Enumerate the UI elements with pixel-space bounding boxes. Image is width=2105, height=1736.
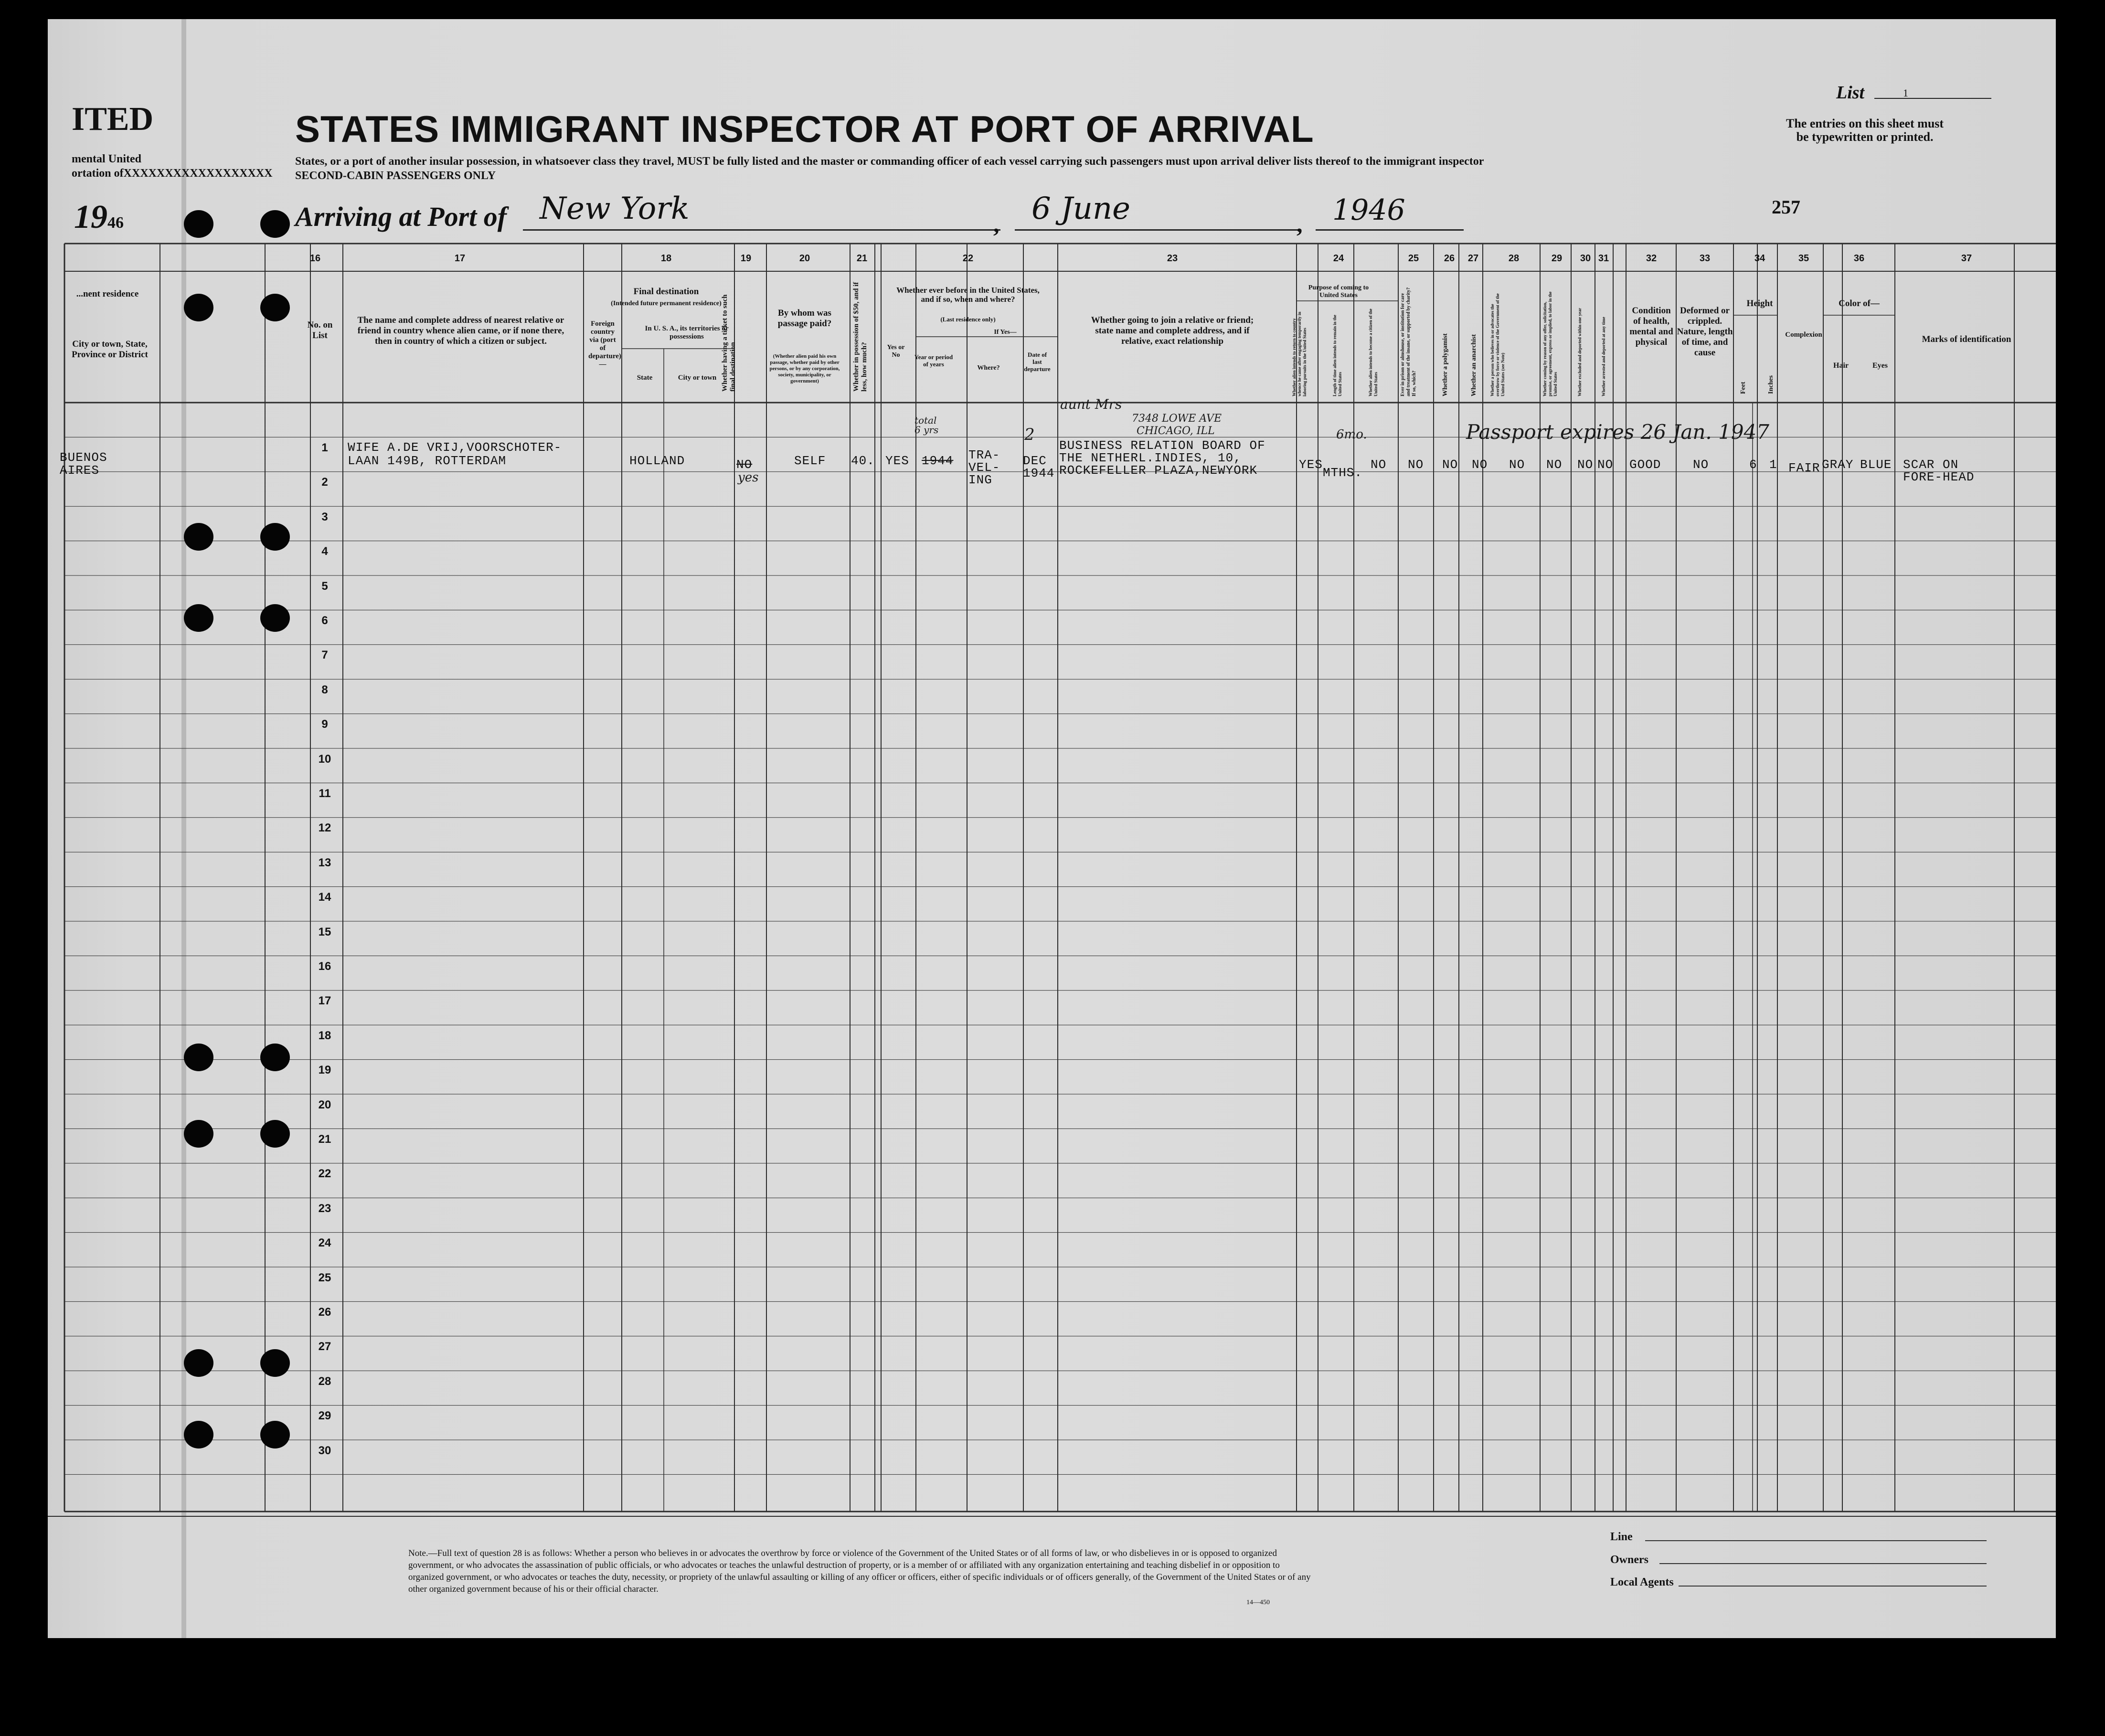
class-line-text: SECOND-CABIN PASSENGERS ONLY bbox=[295, 170, 496, 182]
port-value: New York bbox=[540, 191, 690, 226]
entry-relative-1: WIFE A.DE VRIJ,VOORSCHOTER- bbox=[348, 440, 562, 455]
entry-depart-2: 1944 bbox=[1023, 466, 1055, 480]
entry-depart-1: DEC bbox=[1023, 454, 1047, 468]
punch-hole bbox=[260, 1349, 290, 1377]
footer-agents-underline bbox=[1679, 1586, 1987, 1587]
page-title: STATES IMMIGRANT INSPECTOR AT PORT OF ARRIVAL bbox=[295, 108, 1314, 150]
entry-marks-1: SCAR ON bbox=[1903, 458, 1959, 472]
punch-hole bbox=[184, 294, 213, 321]
entry-marks-2: FORE-HEAD bbox=[1903, 470, 1975, 484]
c22-date: Date of last departure bbox=[1024, 351, 1051, 373]
c20-subheader: (Whether alien paid his own passage, whether paid by other persons, or by any corporation, society, municipality, or government) bbox=[769, 353, 840, 384]
c18-header: Final destination bbox=[633, 287, 699, 297]
row-number: 23 bbox=[318, 1202, 331, 1215]
column-number: 34 bbox=[1754, 253, 1765, 264]
c18-subheader: (Intended future permanent residence) bbox=[611, 300, 722, 307]
entry-excluded: NO bbox=[1577, 458, 1594, 472]
c34-inches: Inches bbox=[1767, 375, 1775, 394]
entry-where-2: VEL- bbox=[968, 460, 1000, 475]
footer-agents-label: Local Agents bbox=[1610, 1576, 1674, 1588]
column-number: 19 bbox=[740, 253, 752, 264]
row-number: 10 bbox=[318, 752, 331, 766]
c16-header: No. on List bbox=[307, 320, 333, 341]
column-number: 28 bbox=[1508, 253, 1520, 264]
row-number: 12 bbox=[318, 821, 331, 835]
row-number: 5 bbox=[321, 579, 328, 593]
c18-foreign: Foreign country via (port of departure)— bbox=[588, 320, 621, 368]
row-number: 11 bbox=[319, 787, 331, 800]
c22-subheader: (Last residence only) bbox=[940, 316, 996, 323]
entry-relative-2: LAAN 149B, ROTTERDAM bbox=[348, 454, 507, 468]
punch-hole bbox=[184, 604, 213, 632]
entry-join-3: ROCKEFELLER PLAZA,NEWYORK bbox=[1059, 463, 1258, 478]
entry-health: GOOD bbox=[1629, 458, 1661, 472]
row-number: 16 bbox=[318, 960, 331, 973]
entry-prison: NO bbox=[1408, 458, 1424, 472]
c22-if-yes: If Yes— bbox=[994, 329, 1017, 336]
column-number: 21 bbox=[856, 253, 868, 264]
column-number: 24 bbox=[1333, 253, 1344, 264]
footer-note: Note.—Full text of question 28 is as follows: Whether a person who believes in or advocates the overthrow by force or violence of the Government of the United States or of all forms of law, or who disbelieves in or is opposed to organized government, or who advocates the assassination of public officials, or who advocates or teaches the unlawful destruction of property, or is a member of or affiliated with any organization entertaining and teaching disbelief in or opposition to organized government, or who advocates or teaches the duty, necessity, or propriety of the unlawful assaulting or killing of any officer or officers, either of specific individuals or of officers generally, of the Government of the United States or of any other organized government because of his or their official character. bbox=[408, 1548, 1311, 1594]
entry-before-yes-no: YES bbox=[885, 454, 909, 468]
footer-line-underline bbox=[1645, 1540, 1987, 1541]
row-number: 30 bbox=[318, 1444, 331, 1457]
c31-header: Whether arrested and deported at any time bbox=[1601, 317, 1606, 396]
c28-header: Whether a person who believes in or advocates the overthrow by force or violence of the Government of the United States (see Note) bbox=[1490, 293, 1505, 396]
column-number: 31 bbox=[1598, 253, 1609, 264]
row-number: 3 bbox=[321, 510, 328, 523]
punch-hole bbox=[184, 1044, 213, 1071]
row-number: 29 bbox=[318, 1409, 331, 1423]
column-number: 25 bbox=[1408, 253, 1419, 264]
entry-ticket-typed: NO bbox=[736, 458, 753, 472]
entry-state: HOLLAND bbox=[629, 454, 685, 468]
column-number: 22 bbox=[962, 253, 974, 264]
row-number: 24 bbox=[318, 1236, 331, 1250]
entry-hair: GRAY bbox=[1822, 458, 1854, 472]
residence-subheader: City or town, State, Province or District bbox=[72, 339, 148, 360]
c22-year: Year or period of years bbox=[914, 353, 953, 368]
list-label: List bbox=[1836, 83, 1865, 103]
c25-header: Ever in prison or almshouse, or institution for care and treatment of the insane, or supported by charity? If so, which? bbox=[1400, 287, 1417, 396]
entries-note-2: be typewritten or printed. bbox=[1796, 130, 1934, 144]
entry-join-hand-3: CHICAGO, ILL bbox=[1137, 425, 1215, 437]
entry-inches: 1 bbox=[1769, 458, 1777, 472]
xxx-strike: XXXXXXXXXXXXXXXXXX bbox=[123, 167, 273, 180]
year-fragment-digits: 19 bbox=[74, 199, 107, 235]
footer-line-label: Line bbox=[1610, 1531, 1633, 1543]
punch-hole bbox=[184, 1349, 213, 1377]
entry-polygamist: NO bbox=[1442, 458, 1458, 472]
c23-header: Whether going to join a relative or friend; state name and complete address, and if relative, exact relationship bbox=[1091, 315, 1254, 346]
punch-hole bbox=[260, 210, 290, 238]
entry-eyes: BLUE bbox=[1860, 458, 1892, 472]
entry-join-hand-1: aunt Mrs bbox=[1060, 396, 1122, 412]
row-number: 14 bbox=[318, 891, 331, 904]
header-left-fragment: ITED bbox=[72, 101, 154, 138]
entry-anarchist: NO bbox=[1472, 458, 1488, 472]
entry-citizen: NO bbox=[1371, 458, 1387, 472]
left-fragment-2a: ortation of bbox=[72, 167, 124, 180]
arriving-label: Arriving at Port of bbox=[295, 201, 507, 232]
c24-b: Length of time alien intends to remain in the United States bbox=[1332, 315, 1342, 396]
sheet-number: 257 bbox=[1772, 196, 1800, 218]
row-number: 15 bbox=[318, 925, 331, 938]
punch-hole bbox=[184, 1120, 213, 1148]
c24-c: Whether alien intends to become a citizen of the United States bbox=[1368, 309, 1378, 396]
list-value: 1 bbox=[1903, 87, 1908, 99]
year-suffix: 46 bbox=[107, 214, 124, 232]
punch-hole bbox=[260, 1044, 290, 1071]
entry-where-3: ING bbox=[968, 473, 992, 487]
punch-hole bbox=[184, 210, 213, 238]
column-number: 33 bbox=[1699, 253, 1711, 264]
c34-header: Height bbox=[1746, 298, 1773, 309]
punch-hole bbox=[260, 1421, 290, 1448]
entry-offer: NO bbox=[1546, 458, 1563, 472]
footer-owners-underline bbox=[1659, 1563, 1987, 1564]
entry-purpose: YES bbox=[1299, 458, 1323, 472]
c22-header: Whether ever before in the United States, and if so, when and where? bbox=[896, 286, 1040, 304]
c19-header: Whether having a ticket to such final destination bbox=[721, 294, 737, 392]
row-number: 9 bbox=[321, 718, 328, 731]
row-number: 19 bbox=[318, 1064, 331, 1077]
c24-header: Purpose of coming to United States bbox=[1308, 284, 1369, 299]
row-number: 20 bbox=[318, 1098, 331, 1111]
column-number: 32 bbox=[1646, 253, 1657, 264]
row-number: 25 bbox=[318, 1271, 331, 1284]
comma-1: , bbox=[993, 211, 999, 237]
left-fragment-1: mental United bbox=[72, 153, 141, 165]
row-number: 2 bbox=[321, 476, 328, 489]
punch-hole bbox=[260, 1120, 290, 1148]
c36-header: Color of— bbox=[1839, 298, 1880, 309]
entry-ticket-hand: yes bbox=[738, 470, 759, 485]
c27-header: Whether an anarchist bbox=[1470, 334, 1478, 396]
row-number: 26 bbox=[318, 1306, 331, 1319]
entry-paid-by: SELF bbox=[794, 454, 826, 468]
c24-a: Whether alien intends to return to country whence he came after engaging temporarily in laboring pursuits in the United States bbox=[1292, 311, 1307, 396]
c18-usa: In U. S. A., its territories or possessions bbox=[645, 325, 729, 341]
c35-header: Complexion bbox=[1785, 331, 1822, 339]
punch-hole bbox=[260, 604, 290, 632]
entry-depart-hand: 2 bbox=[1024, 425, 1035, 444]
c20-header: By whom was passage paid? bbox=[777, 308, 832, 329]
c36-eyes: Eyes bbox=[1872, 362, 1888, 370]
row-number: 8 bbox=[321, 683, 328, 696]
c22-yes-no: Yes or No bbox=[887, 344, 905, 359]
row-number: 18 bbox=[318, 1029, 331, 1042]
c22-where: Where? bbox=[977, 364, 1000, 372]
row-number: 22 bbox=[318, 1167, 331, 1181]
row-number: 6 bbox=[321, 614, 328, 627]
column-number: 35 bbox=[1798, 253, 1809, 264]
entry-before-year: 1944 bbox=[922, 454, 954, 468]
entry-before-hand: total 6 yrs bbox=[914, 415, 939, 436]
c33-header: Deformed or crippled. Nature, length of time, and cause bbox=[1677, 306, 1733, 358]
column-number: 26 bbox=[1444, 253, 1455, 264]
row-number: 21 bbox=[318, 1133, 331, 1146]
row-number: 28 bbox=[318, 1374, 331, 1388]
entry-join-hand-2: 7348 LOWE AVE bbox=[1132, 413, 1222, 425]
c29-header: Whether coming by reason of any offer, solicitation, promise, or agreement, express or implied, to labor in the United States bbox=[1542, 291, 1558, 396]
row-number: 13 bbox=[318, 856, 331, 869]
column-number: 18 bbox=[660, 253, 672, 264]
row-number: 27 bbox=[318, 1340, 331, 1353]
punch-hole bbox=[184, 1421, 213, 1448]
entry-overthrow: NO bbox=[1509, 458, 1525, 472]
form-number: 14—450 bbox=[1246, 1599, 1270, 1606]
row-number: 1 bbox=[321, 441, 328, 454]
punch-hole bbox=[260, 523, 290, 551]
entry-residence-2: AIRES bbox=[60, 463, 100, 478]
comma-2: , bbox=[1297, 211, 1303, 237]
column-number: 17 bbox=[454, 253, 466, 264]
entry-passport-note: Passport expires 26 Jan. 1947 bbox=[1466, 420, 1770, 444]
punch-hole bbox=[260, 294, 290, 321]
c26-header: Whether a polygamist bbox=[1442, 333, 1449, 396]
entry-residence-1: BUENOS bbox=[60, 450, 107, 465]
column-number: 23 bbox=[1167, 253, 1178, 264]
entry-length-hand: 6mo. bbox=[1336, 427, 1367, 442]
c32-header: Condition of health, mental and physical bbox=[1629, 306, 1673, 347]
punch-hole bbox=[184, 523, 213, 551]
column-number: 36 bbox=[1853, 253, 1865, 264]
entry-arrested: NO bbox=[1597, 458, 1614, 472]
year-value: 1946 bbox=[1332, 193, 1405, 227]
entry-join-1: BUSINESS RELATION BOARD OF bbox=[1059, 438, 1265, 453]
entry-join-2: THE NETHERL.INDIES, 10, bbox=[1059, 451, 1242, 465]
entry-where-1: TRA- bbox=[968, 448, 1000, 462]
column-number: 27 bbox=[1467, 253, 1479, 264]
column-number: 16 bbox=[309, 253, 321, 264]
c18-state: State bbox=[637, 374, 653, 382]
column-number: 30 bbox=[1580, 253, 1591, 264]
c30-header: Whether excluded and deported within one year bbox=[1577, 308, 1582, 396]
entry-money: 40. bbox=[851, 454, 875, 468]
column-number: 29 bbox=[1551, 253, 1563, 264]
c37-header: Marks of identification bbox=[1922, 334, 2011, 344]
entry-length-typed: MTHS. bbox=[1323, 466, 1363, 480]
c36-hair: Hair bbox=[1833, 362, 1849, 370]
column-number: 20 bbox=[799, 253, 810, 264]
entry-feet: 6 bbox=[1749, 458, 1757, 472]
c18-city: City or town bbox=[678, 374, 717, 382]
footer-owners-label: Owners bbox=[1610, 1554, 1648, 1566]
entry-deformed: NO bbox=[1693, 458, 1709, 472]
c34-feet: Feet bbox=[1740, 382, 1747, 394]
entry-complexion: FAIR bbox=[1788, 461, 1820, 475]
c21-header: Whether in possession of $50, and if less, how much? bbox=[852, 282, 868, 392]
entries-note-1: The entries on this sheet must bbox=[1786, 117, 1944, 130]
residence-header: ...nent residence bbox=[76, 289, 139, 299]
row-number: 7 bbox=[321, 649, 328, 662]
column-number: 37 bbox=[1961, 253, 1972, 264]
row-number: 4 bbox=[321, 545, 328, 558]
date-value: 6 June bbox=[1031, 191, 1131, 226]
row-number: 17 bbox=[318, 994, 331, 1008]
c17-header: The name and complete address of nearest relative or friend in country whence alien came, or if none there, then in country of which a citizen or subject. bbox=[357, 315, 564, 346]
header-instruction: States, or a port of another insular possession, in whatsoever class they travel, MUST be fully listed and the master or commanding officer of each vessel carrying such passengers must upon arrival deliver lists thereof to the immigrant inspector bbox=[295, 155, 1484, 168]
